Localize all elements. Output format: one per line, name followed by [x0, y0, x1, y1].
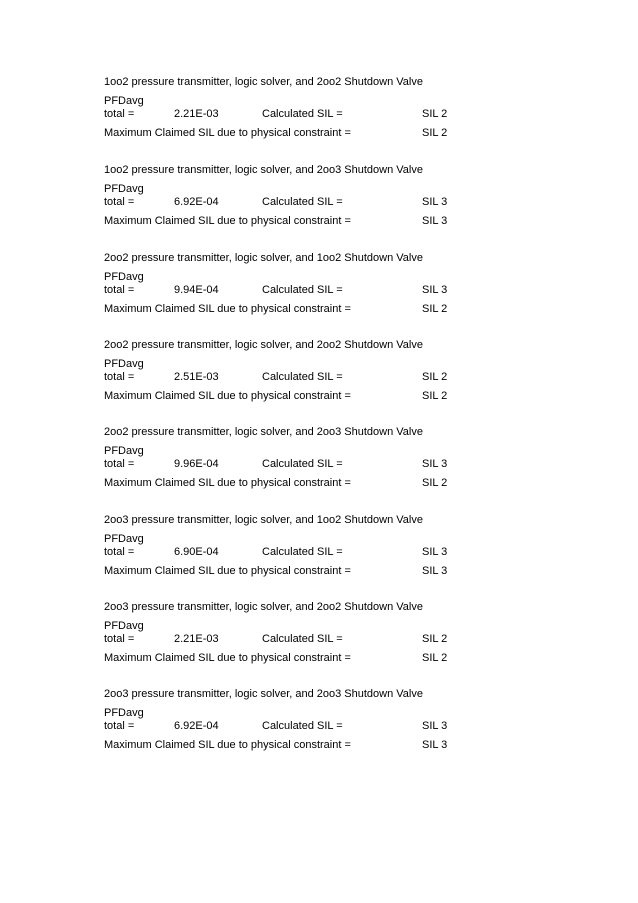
pfd-total-value: 6.92E-04 [174, 196, 219, 208]
total-label: total = [104, 546, 135, 558]
max-claimed-sil-label: Maximum Claimed SIL due to physical constraint = [104, 739, 351, 751]
pfd-total-value: 6.90E-04 [174, 546, 219, 558]
max-claimed-sil-value: SIL 3 [422, 565, 448, 577]
pfdavg-label: PFDavg [104, 533, 144, 545]
pfdavg-label: PFDavg [104, 183, 144, 195]
case-title: 2oo2 pressure transmitter, logic solver, and 2oo2 Shutdown Valve [104, 339, 423, 351]
total-label: total = [104, 633, 135, 645]
total-label: total = [104, 196, 135, 208]
max-claimed-sil-value: SIL 2 [422, 390, 448, 402]
calculated-sil-label: Calculated SIL = [262, 108, 343, 120]
calculated-sil-value: SIL 3 [422, 284, 448, 296]
pfdavg-label: PFDavg [104, 707, 144, 719]
max-claimed-sil-value: SIL 3 [422, 215, 448, 227]
pfd-total-value: 2.21E-03 [174, 108, 219, 120]
calculated-sil-label: Calculated SIL = [262, 633, 343, 645]
calculated-sil-value: SIL 3 [422, 458, 448, 470]
pfdavg-label: PFDavg [104, 95, 144, 107]
max-claimed-sil-label: Maximum Claimed SIL due to physical constraint = [104, 565, 351, 577]
max-claimed-sil-label: Maximum Claimed SIL due to physical constraint = [104, 303, 351, 315]
total-label: total = [104, 108, 135, 120]
pfdavg-label: PFDavg [104, 445, 144, 457]
calculated-sil-value: SIL 3 [422, 196, 448, 208]
max-claimed-sil-value: SIL 2 [422, 652, 448, 664]
calculated-sil-label: Calculated SIL = [262, 458, 343, 470]
calculated-sil-label: Calculated SIL = [262, 371, 343, 383]
calculated-sil-value: SIL 2 [422, 371, 448, 383]
case-title: 2oo2 pressure transmitter, logic solver, and 2oo3 Shutdown Valve [104, 426, 423, 438]
pfd-total-value: 9.94E-04 [174, 284, 219, 296]
case-title: 1oo2 pressure transmitter, logic solver, and 2oo3 Shutdown Valve [104, 164, 423, 176]
max-claimed-sil-value: SIL 2 [422, 127, 448, 139]
case-title: 1oo2 pressure transmitter, logic solver, and 2oo2 Shutdown Valve [104, 76, 423, 88]
pfdavg-label: PFDavg [104, 271, 144, 283]
max-claimed-sil-label: Maximum Claimed SIL due to physical constraint = [104, 127, 351, 139]
pfd-total-value: 2.51E-03 [174, 371, 219, 383]
pfdavg-label: PFDavg [104, 358, 144, 370]
max-claimed-sil-label: Maximum Claimed SIL due to physical constraint = [104, 215, 351, 227]
pfd-total-value: 2.21E-03 [174, 633, 219, 645]
total-label: total = [104, 720, 135, 732]
pfd-total-value: 6.92E-04 [174, 720, 219, 732]
max-claimed-sil-value: SIL 2 [422, 303, 448, 315]
calculated-sil-value: SIL 2 [422, 108, 448, 120]
pfd-total-value: 9.96E-04 [174, 458, 219, 470]
total-label: total = [104, 284, 135, 296]
calculated-sil-label: Calculated SIL = [262, 196, 343, 208]
max-claimed-sil-value: SIL 3 [422, 739, 448, 751]
max-claimed-sil-label: Maximum Claimed SIL due to physical constraint = [104, 390, 351, 402]
calculated-sil-label: Calculated SIL = [262, 720, 343, 732]
pfdavg-label: PFDavg [104, 620, 144, 632]
total-label: total = [104, 458, 135, 470]
calculated-sil-value: SIL 2 [422, 633, 448, 645]
calculated-sil-value: SIL 3 [422, 720, 448, 732]
case-title: 2oo3 pressure transmitter, logic solver, and 1oo2 Shutdown Valve [104, 514, 423, 526]
case-title: 2oo3 pressure transmitter, logic solver, and 2oo3 Shutdown Valve [104, 688, 423, 700]
max-claimed-sil-value: SIL 2 [422, 477, 448, 489]
case-title: 2oo2 pressure transmitter, logic solver, and 1oo2 Shutdown Valve [104, 252, 423, 264]
total-label: total = [104, 371, 135, 383]
calculated-sil-label: Calculated SIL = [262, 284, 343, 296]
calculated-sil-label: Calculated SIL = [262, 546, 343, 558]
max-claimed-sil-label: Maximum Claimed SIL due to physical constraint = [104, 477, 351, 489]
case-title: 2oo3 pressure transmitter, logic solver, and 2oo2 Shutdown Valve [104, 601, 423, 613]
max-claimed-sil-label: Maximum Claimed SIL due to physical constraint = [104, 652, 351, 664]
calculated-sil-value: SIL 3 [422, 546, 448, 558]
